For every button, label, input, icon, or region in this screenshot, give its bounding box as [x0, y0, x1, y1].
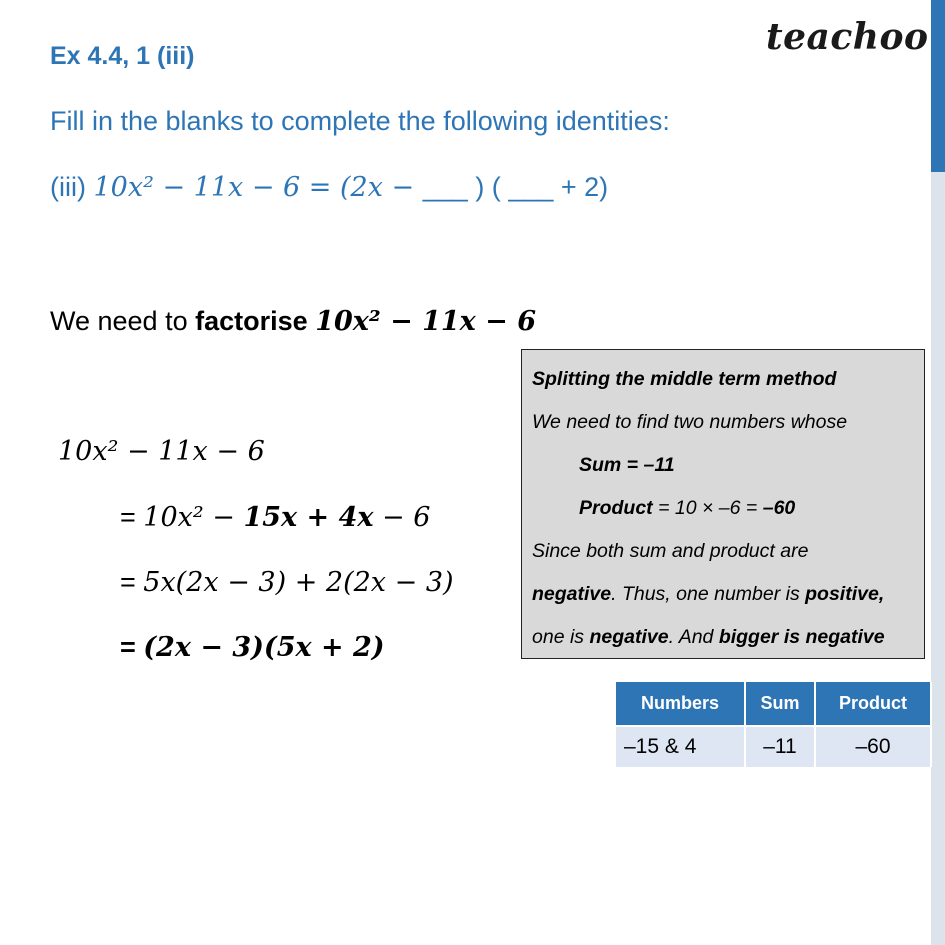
step-1: [58, 436, 265, 467]
method-sum: Sum = –11: [579, 454, 675, 476]
question-end: + 2): [553, 172, 609, 202]
table-header-product: Product: [815, 682, 931, 726]
step-4: [120, 632, 385, 663]
question-blank-1: ___: [422, 172, 468, 202]
question-expression: 10x² − 11x − 6 = (2x −: [93, 172, 423, 203]
intro-bold-word: factorise: [195, 306, 308, 336]
numbers-table: [616, 682, 932, 767]
question-part: [50, 172, 608, 203]
step-2-bold: 15x + 4x: [243, 502, 374, 533]
step-4-expression: (2x − 3)(5x + 2): [143, 632, 385, 663]
method-product-result: –60: [762, 497, 796, 519]
method-line-6-text-1: one is: [532, 626, 590, 648]
step-2-part-a: 10x² −: [143, 502, 244, 533]
brand-logo: teachoo: [766, 16, 929, 58]
method-line-4: Since both sum and product are: [532, 540, 809, 562]
method-line-5-bold-1: negative: [532, 583, 612, 605]
table-header-numbers: Numbers: [616, 682, 745, 726]
question-blank-2: ___: [508, 172, 554, 202]
method-product: [579, 497, 795, 520]
step-3: [120, 567, 454, 598]
method-line-5-bold-2: positive,: [805, 583, 885, 605]
method-line-6-text-2: . And: [668, 626, 719, 648]
method-product-label: Product: [579, 497, 653, 519]
method-heading: Splitting the middle term method: [532, 368, 837, 390]
method-line-5-text: . Thus, one number is: [611, 583, 806, 605]
question-instruction: Fill in the blanks to complete the following identities:: [50, 106, 670, 136]
step-3-expression: 5x(2x − 3) + 2(2x − 3): [143, 567, 454, 598]
question-mid: ) (: [467, 172, 509, 202]
method-line-6-bold-2: bigger is negative: [718, 626, 885, 648]
intro-text: We need to: [50, 306, 196, 336]
method-product-value: = 10 × –6 =: [652, 497, 763, 519]
table-row: [616, 726, 931, 767]
exercise-title: Ex 4.4, 1 (iii): [50, 42, 195, 70]
step-3-prefix: =: [120, 567, 144, 597]
method-line-1: We need to find two numbers whose: [532, 411, 848, 433]
step-1-expression: 10x² − 11x − 6: [58, 436, 265, 467]
table-header-row: [616, 682, 931, 726]
table-cell-numbers: –15 & 4: [616, 726, 745, 767]
method-line-6-bold-1: negative: [589, 626, 669, 648]
table-cell-product: –60: [815, 726, 931, 767]
method-line-5: [532, 583, 884, 606]
method-box: [521, 349, 925, 659]
table-header-sum: Sum: [745, 682, 815, 726]
step-2-prefix: =: [120, 502, 144, 532]
step-4-prefix: =: [120, 632, 144, 662]
sidebar-accent-bar: [931, 0, 945, 172]
question-part-label: (iii): [50, 172, 94, 202]
table-cell-sum: –11: [745, 726, 815, 767]
method-line-6: [532, 626, 885, 649]
intro-line: [50, 306, 536, 337]
step-2: [120, 502, 430, 533]
intro-expression: 10x² − 11x − 6: [315, 306, 536, 337]
step-2-part-b: − 6: [373, 502, 431, 533]
